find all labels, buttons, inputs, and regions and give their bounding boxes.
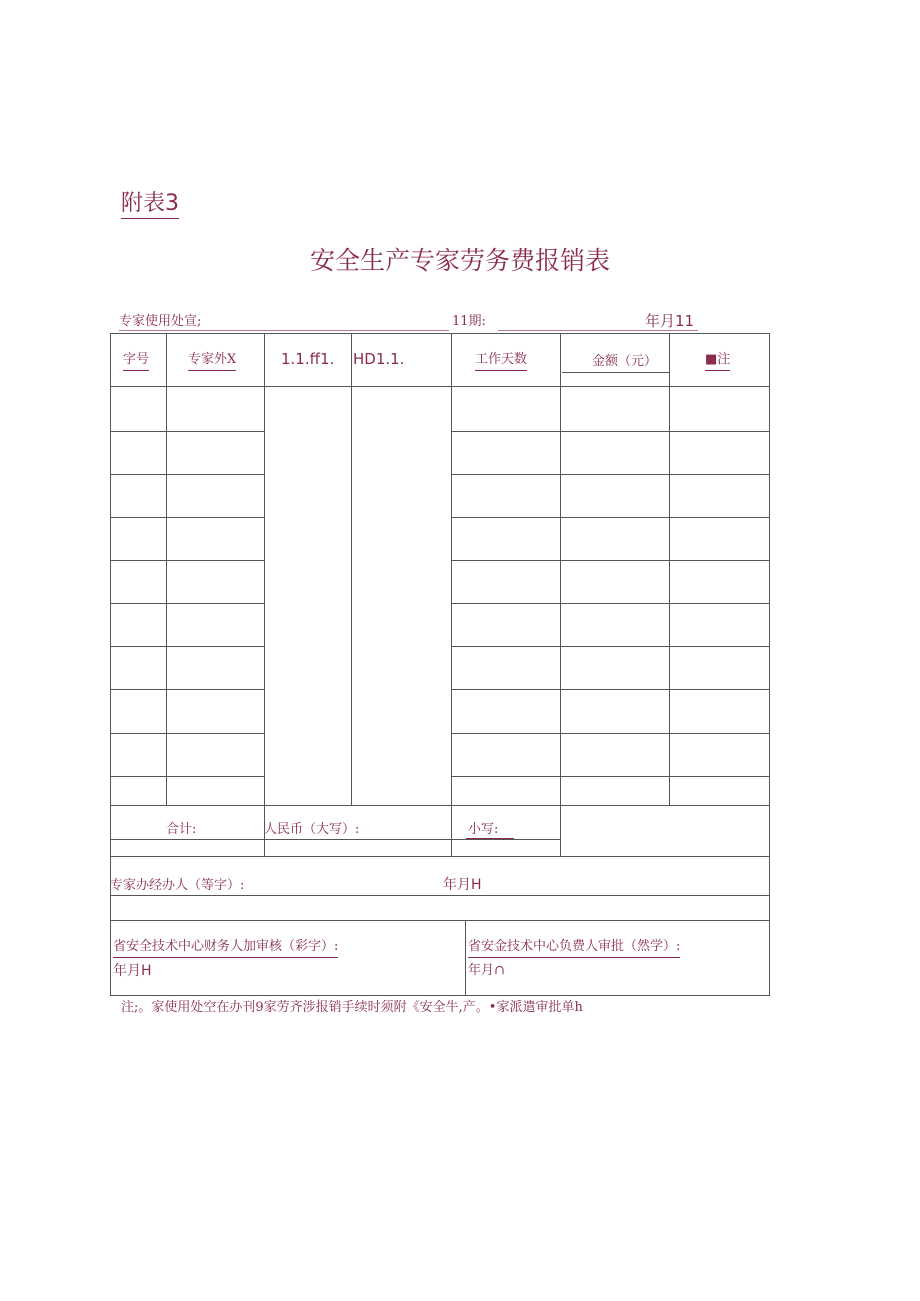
date-label: 11期: (452, 314, 486, 329)
handler-date: 年月H (443, 877, 482, 893)
row-divider (451, 474, 770, 475)
row-divider (110, 689, 264, 690)
col-header-col4: HD1.1. (353, 350, 405, 368)
row-divider (451, 431, 770, 432)
row-divider (451, 733, 770, 734)
lower-case-underline (466, 838, 514, 839)
col-header-col3: 1.1.ff1. (281, 350, 335, 368)
row-divider (451, 560, 770, 561)
unit-label: 专家使用处宣; (119, 314, 202, 329)
lower-case-label: 小写: (468, 822, 499, 837)
row-divider (110, 474, 264, 475)
total-bottom-divider (110, 856, 770, 857)
row-divider (451, 646, 770, 647)
total-label: 合计: (166, 822, 197, 837)
grid-bottom-divider (110, 805, 770, 806)
footnote: 注;。家使用处空在办刊9家劳齐涉报销手续时须附《安全牛,产。•家派遣审批单h (121, 1000, 583, 1015)
signature-col-divider (465, 920, 466, 996)
col-divider (560, 333, 561, 856)
row-divider (451, 603, 770, 604)
col-header-remarks: ■注 (705, 350, 730, 371)
row-divider (451, 689, 770, 690)
row-divider (110, 776, 264, 777)
row-divider (451, 776, 770, 777)
form-title: 安全生产专家劳务费报销表 (309, 246, 610, 275)
amount-header-underline (562, 372, 669, 373)
year-month-label: 年月11 (645, 312, 695, 330)
row-divider (110, 560, 264, 561)
reimbursement-table (110, 333, 770, 996)
signature-divider (110, 920, 770, 921)
row-divider (110, 733, 264, 734)
col-header-expert-name: 专家外X (188, 350, 236, 371)
col-divider (351, 333, 352, 805)
col-divider (451, 333, 452, 856)
row-divider (110, 646, 264, 647)
row-divider (451, 517, 770, 518)
col-divider (264, 333, 265, 856)
annex-label: 附表3 (121, 190, 179, 219)
unit-underline (119, 330, 449, 331)
col-divider (669, 333, 670, 805)
finance-review-date: 年月H (113, 963, 152, 979)
row-divider (110, 603, 264, 604)
handler-label: 专家办经办人（等字）: (110, 878, 245, 893)
row-divider (110, 431, 264, 432)
approver-date: 年月∩ (468, 963, 505, 978)
col-divider (166, 333, 167, 805)
col-header-amount: 金额（元） (592, 354, 658, 369)
header-divider (110, 386, 770, 387)
col-header-work-days: 工作天数 (475, 350, 527, 371)
finance-review-label: 省安全技术中心财务人加审核（彩字）: (113, 937, 338, 958)
rmb-upper-label: 人民币（大写）: (264, 822, 360, 837)
col-header-number: 字号 (123, 350, 149, 371)
row-divider (110, 517, 264, 518)
approver-label: 省安金技术中心负费人审批（然学）: (468, 937, 680, 958)
